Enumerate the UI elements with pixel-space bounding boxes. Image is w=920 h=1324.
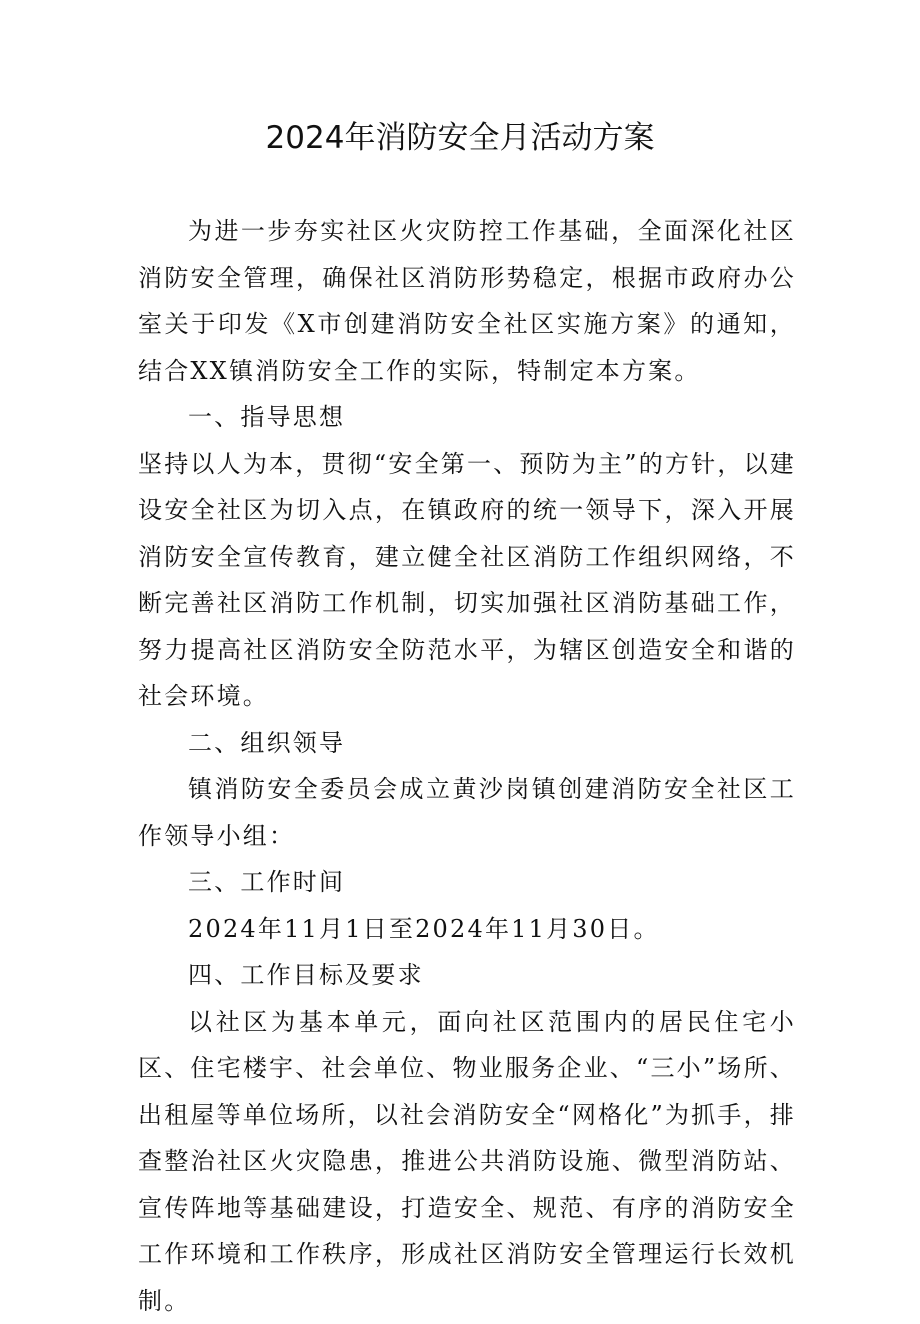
section-text-guiding-ideology: 坚持以人为本，贯彻“安全第一、预防为主”的方针，以建设安全社区为切入点，在镇政府的统一领导下，深入开展消防安全宣传教育，建立健全社区消防工作组织网络，不断完善社区消防工作机制，切实加强社区消防基础工作，努力提高社区消防安全防范水平，为辖区创造安全和谐的社会环境。 bbox=[138, 441, 796, 720]
section-heading-organization: 二、组织领导 bbox=[138, 720, 796, 767]
section-text-work-time: 2024年11月1日至2024年11月30日。 bbox=[138, 906, 796, 953]
section-heading-work-time: 三、工作时间 bbox=[138, 859, 796, 906]
section-heading-goals: 四、工作目标及要求 bbox=[138, 952, 796, 999]
document-body bbox=[138, 208, 796, 1324]
document-title: 2024年消防安全月活动方案 bbox=[0, 116, 920, 160]
intro-paragraph: 为进一步夯实社区火灾防控工作基础，全面深化社区消防安全管理，确保社区消防形势稳定，根据市政府办公室关于印发《X市创建消防安全社区实施方案》的通知，结合XX镇消防安全工作的实际，特制定本方案。 bbox=[138, 208, 796, 394]
section-text-organization: 镇消防安全委员会成立黄沙岗镇创建消防安全社区工作领导小组： bbox=[138, 766, 796, 859]
section-heading-guiding-ideology: 一、指导思想 bbox=[138, 394, 796, 441]
section-text-goals: 以社区为基本单元，面向社区范围内的居民住宅小区、住宅楼宇、社会单位、物业服务企业、“三小”场所、出租屋等单位场所，以社会消防安全“网格化”为抓手，排查整治社区火灾隐患，推进公共消防设施、微型消防站、宣传阵地等基础建设，打造安全、规范、有序的消防安全工作环境和工作秩序，形成社区消防安全管理运行长效机制。 bbox=[138, 999, 796, 1324]
